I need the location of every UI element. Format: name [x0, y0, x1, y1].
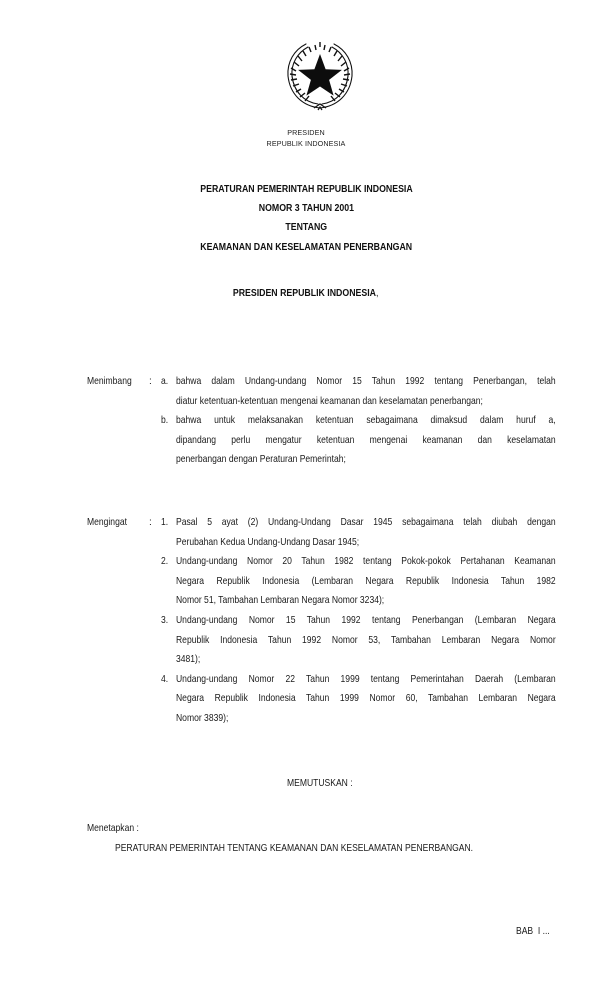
menetapkan-label — [87, 823, 149, 835]
emblem-caption-republik-indonesia: REPUBLIK INDONESIA — [266, 139, 346, 148]
mengingat-colon: : — [149, 517, 152, 528]
marker-b: b. — [161, 415, 169, 426]
mengingat-4-text-1: Undang-undang Nomor 22 Tahun 1999 tentang Pemerintahan Daerah (Lembaran — [176, 674, 556, 685]
document-subject — [0, 242, 612, 253]
page-continuation-marker — [516, 926, 556, 938]
issuer-text: PRESIDEN REPUBLIK INDONESIA — [233, 288, 377, 299]
marker-2: 2. — [161, 556, 169, 567]
document-number — [0, 203, 612, 214]
mengingat-label — [87, 517, 135, 529]
menimbang-label — [87, 376, 140, 388]
menetapkan-label-text: Menetapkan : — [87, 823, 139, 834]
mengingat-2-text-1: Undang-undang Nomor 20 Tahun 1982 tentang Pokok-pokok Pertahanan Keamanan — [176, 556, 556, 567]
issuer-heading — [0, 288, 612, 299]
menimbang-b-text-1: bahwa untuk melaksanakan ketentuan sebagaimana dimaksud dalam huruf a, — [176, 415, 556, 426]
title-line-3: TENTANG — [285, 222, 327, 233]
mengingat-4-text-2: Negara Republik Indonesia Tahun 1999 Nomor 60, Tambahan Lembaran Negara — [176, 693, 556, 704]
mengingat-2-text-2: Negara Republik Indonesia (Lembaran Negara Republik Indonesia Tahun 1982 — [176, 576, 556, 587]
marker-1: 1. — [161, 517, 169, 528]
mengingat-1-text-2: Perubahan Kedua Undang-Undang Dasar 1945; — [176, 537, 360, 548]
title-line-2: NOMOR 3 TAHUN 2001 — [258, 203, 354, 214]
mengingat-3-text-1: Undang-undang Nomor 15 Tahun 1992 tentang Penerbangan (Lembaran Negara — [176, 615, 556, 626]
issuer-punct: , — [376, 288, 379, 299]
menimbang-a-text-2: diatur ketentuan-ketentuan mengenai keamanan dan keselamatan penerbangan; — [176, 396, 483, 407]
menimbang-item-a-marker — [161, 376, 170, 388]
mengingat-item-2-marker — [161, 556, 170, 568]
continuation-text: BAB I ... — [516, 926, 550, 937]
menimbang-label-text: Menimbang — [87, 376, 132, 387]
mengingat-3-text-3: 3481); — [176, 654, 201, 665]
mengingat-label-text: Mengingat — [87, 517, 127, 528]
menimbang-b-text-2: dipandang perlu mengatur ketentuan mengenai keamanan dan keselamatan — [176, 435, 556, 446]
mengingat-item-3-line-3 — [176, 654, 205, 666]
emblem-caption-presiden: PRESIDEN — [287, 128, 325, 137]
title-line-4: KEAMANAN DAN KESELAMATAN PENERBANGAN — [200, 242, 412, 253]
memutuskan-heading — [287, 778, 365, 790]
menimbang-a-text-1: bahwa dalam Undang-undang Nomor 15 Tahun 1992 tentang Penerbangan, telah — [176, 376, 556, 387]
mengingat-item-4-marker — [161, 674, 170, 686]
marker-3: 3. — [161, 615, 169, 626]
mengingat-1-text-1: Pasal 5 ayat (2) Undang-Undang Dasar 1945 sebagaimana telah diubah dengan — [176, 517, 556, 528]
menetapkan-body: PERATURAN PEMERINTAH TENTANG KEAMANAN DAN KESELAMATAN PENERBANGAN. — [115, 843, 474, 854]
document-title-regulation — [0, 184, 612, 195]
presidential-emblem-icon — [282, 38, 358, 114]
menimbang-item-a-line-2 — [176, 396, 541, 408]
mengingat-item-1-marker — [161, 517, 170, 529]
document-tentang — [0, 222, 612, 233]
menetapkan-text — [115, 843, 541, 855]
mengingat-3-text-2: Republik Indonesia Tahun 1992 Nomor 53, Tambahan Lembaran Negara Nomor — [176, 635, 556, 646]
mengingat-item-3-marker — [161, 615, 170, 627]
mengingat-item-4-line-3 — [176, 713, 238, 725]
mengingat-item-1-line-2 — [176, 537, 394, 549]
marker-a: a. — [161, 376, 169, 387]
mengingat-item-2-line-3 — [176, 595, 424, 607]
menimbang-colon: : — [149, 376, 152, 387]
title-line-1: PERATURAN PEMERINTAH REPUBLIK INDONESIA — [199, 184, 413, 195]
marker-4: 4. — [161, 674, 169, 685]
menimbang-item-b-marker — [161, 415, 170, 427]
menimbang-item-b-line-3 — [176, 454, 378, 466]
mengingat-4-text-3: Nomor 3839); — [176, 713, 229, 724]
memutuskan-text: MEMUTUSKAN : — [287, 778, 353, 789]
mengingat-2-text-3: Nomor 51, Tambahan Lembaran Negara Nomor 3234); — [176, 595, 385, 606]
menimbang-b-text-3: penerbangan dengan Peraturan Pemerintah; — [176, 454, 346, 465]
